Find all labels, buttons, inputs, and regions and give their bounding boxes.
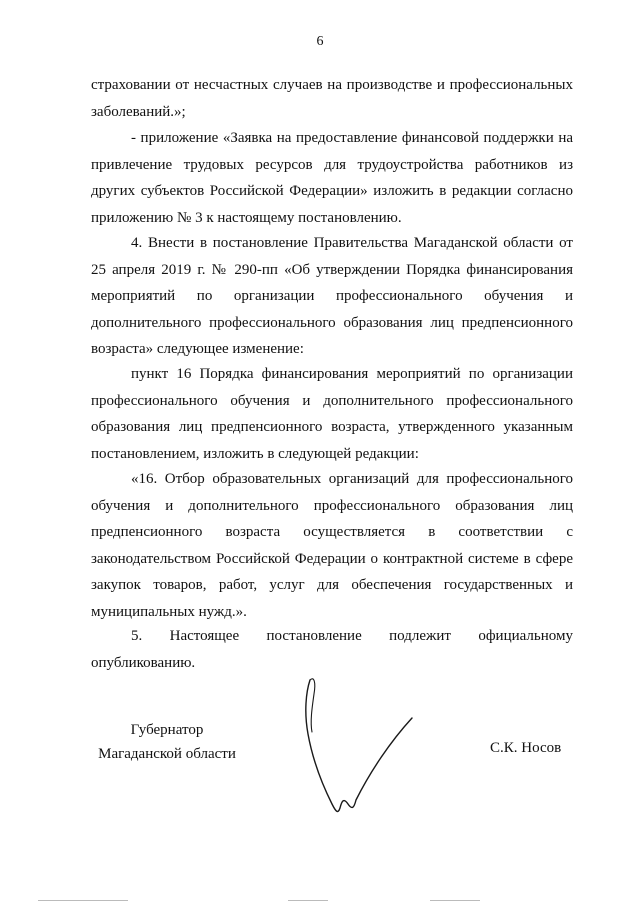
text-line: обучения и дополнительного профессионального образования лиц [91, 497, 573, 514]
signatory-name: С.К. Носов [490, 740, 562, 756]
page-number: 6 [316, 34, 324, 49]
text-line: профессионального обучения и дополнительного профессионального [91, 392, 573, 409]
text-line: муниципальных нужд.». [91, 603, 247, 620]
paragraph-item-4 [91, 230, 573, 363]
text-line: 5. Настоящее постановление подлежит официальному [131, 628, 573, 644]
text-line: опубликованию. [91, 654, 196, 671]
handwritten-signature [292, 672, 432, 822]
paragraph-appendix-request [91, 125, 573, 231]
signatory-title-line: Магаданской области [98, 746, 236, 762]
text-line: мероприятий по организации профессионального обучения и [91, 288, 573, 304]
paragraph-continuation [91, 72, 573, 125]
paragraph-point-16-text [91, 466, 573, 625]
paragraph-point-16-intro [91, 361, 573, 467]
text-line: - приложение «Заявка на предоставление финансовой поддержки на [131, 130, 573, 146]
text-line: законодательством Российской Федерации о контрактной системе в сфере [91, 550, 573, 567]
scan-edge-mark [430, 900, 480, 901]
text-line: заболеваний.»; [91, 103, 186, 120]
text-line: пункт 16 Порядка финансирования мероприятий по организации [131, 366, 573, 382]
text-line: других субъектов Российской Федерации» изложить в редакции согласно [91, 183, 573, 199]
text-line: дополнительного профессионального образования лиц предпенсионного [91, 314, 573, 331]
text-line: возраста» следующее изменение: [91, 341, 304, 357]
text-line: страховании от несчастных случаев на производстве и профессиональных [91, 77, 573, 93]
scan-edge-mark [288, 900, 328, 901]
text-line: постановлением, изложить в следующей редакции: [91, 445, 419, 462]
text-line: 25 апреля 2019 г. № 290-пп «Об утверждении Порядка финансирования [91, 261, 573, 278]
text-line: образования лиц предпенсионного возраста, утвержденного указанным [91, 419, 573, 435]
signatory-title [92, 718, 242, 766]
text-line: привлечение трудовых ресурсов для трудоустройства работников из [91, 156, 573, 173]
signatory-title-line: Губернатор [130, 722, 204, 738]
paragraph-item-5 [91, 623, 573, 676]
text-line: закупок товаров, работ, услуг для обеспечения государственных и [91, 577, 573, 593]
text-line: приложению № 3 к настоящему постановлению. [91, 209, 402, 226]
text-line: «16. Отбор образовательных организаций для профессионального [131, 471, 573, 487]
text-line: 4. Внести в постановление Правительства Магаданской области от [131, 235, 573, 251]
scan-edge-mark [38, 900, 128, 901]
text-line: предпенсионного возраста осуществляется в соответствии с [91, 524, 573, 540]
